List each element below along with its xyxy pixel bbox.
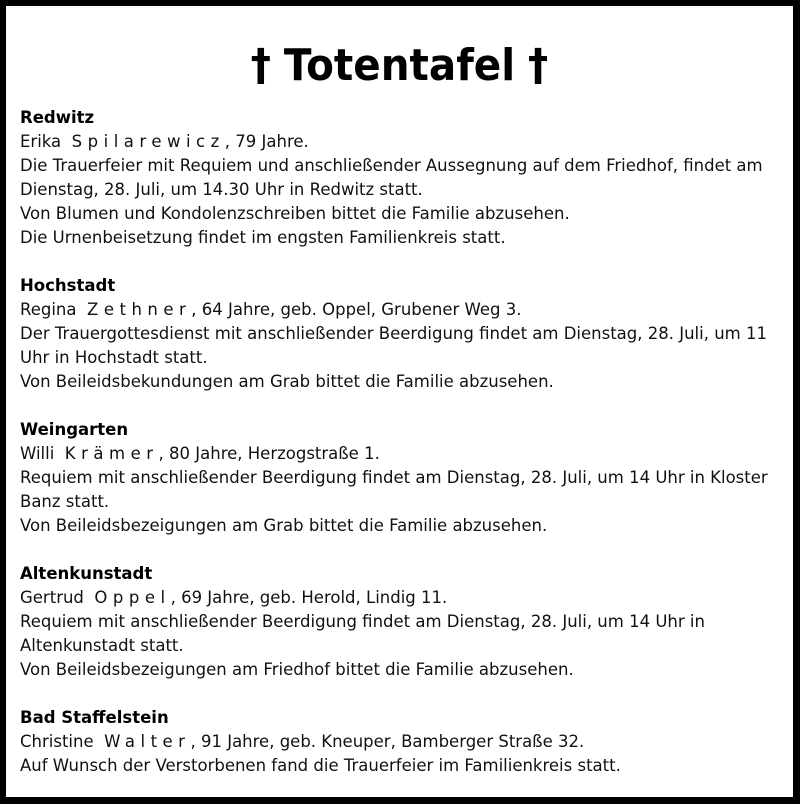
place-heading: Altenkunstadt [20,564,153,583]
notice-text: Die Urnenbeisetzung findet im engsten Familienkreis statt. [20,228,506,247]
cross-icon: † [528,40,549,91]
notice-text: Banz statt. [20,492,110,511]
deceased-line [20,130,783,154]
obituary-entry [20,106,783,250]
first-name: Erika [20,132,62,151]
notice-text: Dienstag, 28. Juli, um 14.30 Uhr in Redwitz statt. [20,180,423,199]
first-name: Christine [20,732,94,751]
notice-text: Requiem mit anschließender Beerdigung findet am Dienstag, 28. Juli, um 14 Uhr in Kloster [20,468,768,487]
cross-icon: † [250,40,271,91]
obituary-entry [20,418,783,538]
obituary-entry [20,706,783,778]
surname: Walter [104,732,191,751]
obituary-list [20,106,783,802]
notice-text: Der Trauergottesdienst mit anschließender Beerdigung findet am Dienstag, 28. Juli, um 11 [20,324,767,343]
place-heading: Bad Staffelstein [20,708,169,727]
surname: Zethner [87,300,192,319]
page-title [37,36,761,96]
deceased-line [20,586,783,610]
surname: Spilarewicz [71,132,225,151]
notice-text: Requiem mit anschließender Beerdigung findet am Dienstag, 28. Juli, um 14 Uhr in [20,612,705,631]
place-heading: Hochstadt [20,276,116,295]
first-name: Regina [20,300,77,319]
deceased-details: , 69 Jahre, geb. Herold, Lindig 11. [170,588,448,607]
notice-text: Von Beileidsbekundungen am Grab bittet die Familie abzusehen. [20,372,554,391]
notice-text: Von Beileidsbezeigungen am Friedhof bittet die Familie abzusehen. [20,660,574,679]
notice-text: Von Blumen und Kondolenzschreiben bittet die Familie abzusehen. [20,204,570,223]
deceased-line [20,442,783,466]
deceased-line [20,730,783,754]
obituary-entry [20,562,783,682]
notice-text: Auf Wunsch der Verstorbenen fand die Trauerfeier im Familienkreis statt. [20,756,621,775]
place-heading: Weingarten [20,420,129,439]
first-name: Gertrud [20,588,84,607]
deceased-details: , 79 Jahre. [224,132,309,151]
notice-text: Uhr in Hochstadt statt. [20,348,208,367]
notice-text: Die Trauerfeier mit Requiem und anschließender Aussegnung auf dem Friedhof, findet am [20,156,763,175]
deceased-details: , 91 Jahre, geb. Kneuper, Bamberger Straße 32. [190,732,585,751]
surname: Oppel [94,588,171,607]
deceased-details: , 80 Jahre, Herzogstraße 1. [158,444,380,463]
obituary-entry [20,274,783,394]
notice-text: Von Beileidsbezeigungen am Grab bittet die Familie abzusehen. [20,516,548,535]
first-name: Willi [20,444,55,463]
title-text: Totentafel [283,40,516,91]
place-heading: Redwitz [20,108,95,127]
surname: Krämer [64,444,159,463]
notice-text: Altenkunstadt statt. [20,636,184,655]
deceased-details: , 64 Jahre, geb. Oppel, Grubener Weg 3. [191,300,522,319]
deceased-line [20,298,783,322]
